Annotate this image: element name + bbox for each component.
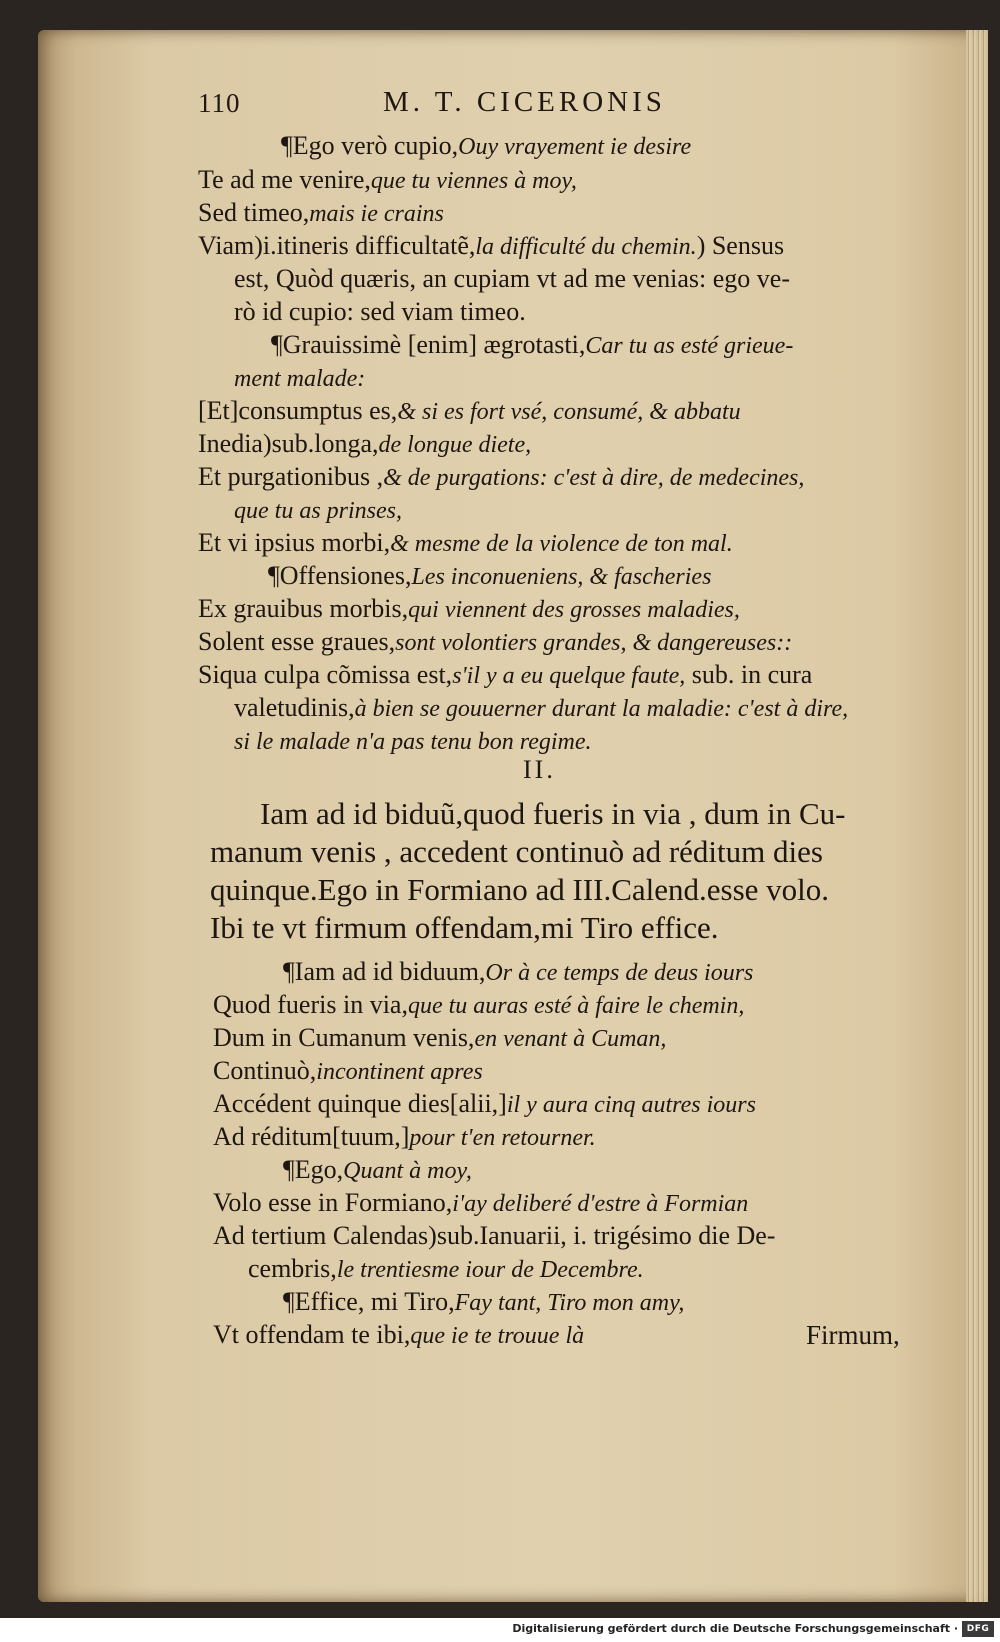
- running-title: M. T. CICERONIS: [383, 86, 666, 118]
- text-line: valetudinis,à bien se gouuerner durant la maladie: c'est à dire,: [234, 693, 849, 722]
- text-line: est, Quòd quæris, an cupiam vt ad me venias: ego ve-: [234, 264, 790, 293]
- paragraph-line: Iam ad id biduũ,quod fueris in via , dum in Cu-: [260, 796, 846, 831]
- text-line: Ex grauibus morbis,qui viennent des grosses maladies,: [198, 594, 740, 623]
- text-line: ¶Offensiones,Les inconueniens, & fascheries: [268, 561, 712, 590]
- digitization-credit: Digitalisierung gefördert durch die Deutsche Forschungsgemeinschaft ·: [512, 1622, 958, 1635]
- text-line: Sed timeo,mais ie crains: [198, 198, 444, 227]
- section-number: II.: [523, 755, 556, 784]
- text-line: ment malade:: [234, 366, 366, 392]
- text-line: Inedia)sub.longa,de longue diete,: [198, 429, 532, 458]
- text-line: Et vi ipsius morbi,& mesme de la violence de ton mal.: [198, 528, 733, 557]
- text-line: Dum in Cumanum venis,en venant à Cuman,: [213, 1023, 667, 1052]
- dfg-logo: DFG: [962, 1621, 994, 1637]
- text-line: Accédent quinque dies[alii,]il y aura cinq autres iours: [213, 1089, 756, 1118]
- text-line: Ad réditum[tuum,]pour t'en retourner.: [213, 1122, 596, 1151]
- text-line: Viam)i.itineris difficultatẽ,la difficulté du chemin.) Sensus: [198, 231, 785, 260]
- text-line: Ad tertium Calendas)sub.Ianuarii, i. trigésimo die De-: [213, 1221, 776, 1250]
- text-line: Vt offendam te ibi,que ie te trouue là: [213, 1320, 585, 1349]
- paragraph-line: Ibi te vt firmum offendam,mi Tiro effice.: [210, 910, 719, 945]
- text-line: ¶Grauissimè [enim] ægrotasti,Car tu as esté grieue-: [271, 330, 794, 359]
- text-line: ¶Effice, mi Tiro,Fay tant, Tiro mon amy,: [283, 1287, 685, 1316]
- text-line: Quod fueris in via,que tu auras esté à faire le chemin,: [213, 990, 745, 1019]
- text-line: Volo esse in Formiano,i'ay deliberé d'estre à Formian: [213, 1188, 749, 1217]
- text-line: Continuò,incontinent apres: [213, 1056, 483, 1085]
- page-body: [38, 30, 988, 1602]
- text-line: ¶Ego verò cupio,Ouy vrayement ie desire: [281, 131, 692, 160]
- text-line: ¶Ego,Quant à moy,: [283, 1155, 472, 1184]
- text-line: Et purgationibus ,& de purgations: c'est à dire, de medecines,: [198, 462, 805, 491]
- footer-bar: [0, 1618, 1000, 1642]
- book-page: [38, 30, 988, 1602]
- text-line: si le malade n'a pas tenu bon regime.: [234, 729, 592, 755]
- catchword: Firmum,: [806, 1320, 900, 1350]
- page-number: 110: [198, 88, 241, 118]
- text-line: que tu as prinses,: [234, 498, 402, 524]
- text-line: Te ad me venire,que tu viennes à moy,: [198, 165, 577, 194]
- text-line: Siqua culpa cõmissa est,s'il y a eu quelque faute, sub. in cura: [198, 660, 813, 689]
- text-line: [Et]consumptus es,& si es fort vsé, consumé, & abbatu: [198, 396, 741, 425]
- paragraph-line: manum venis , accedent continuò ad réditum dies: [210, 834, 823, 869]
- text-line: rò id cupio: sed viam timeo.: [234, 297, 526, 326]
- text-line: ¶Iam ad id biduum,Or à ce temps de deus iours: [283, 957, 754, 986]
- text-line: cembris,le trentiesme iour de Decembre.: [248, 1254, 644, 1283]
- text-line: Solent esse graues,sont volontiers grandes, & dangereuses::: [198, 627, 793, 656]
- paragraph-line: quinque.Ego in Formiano ad III.Calend.esse volo.: [210, 872, 830, 907]
